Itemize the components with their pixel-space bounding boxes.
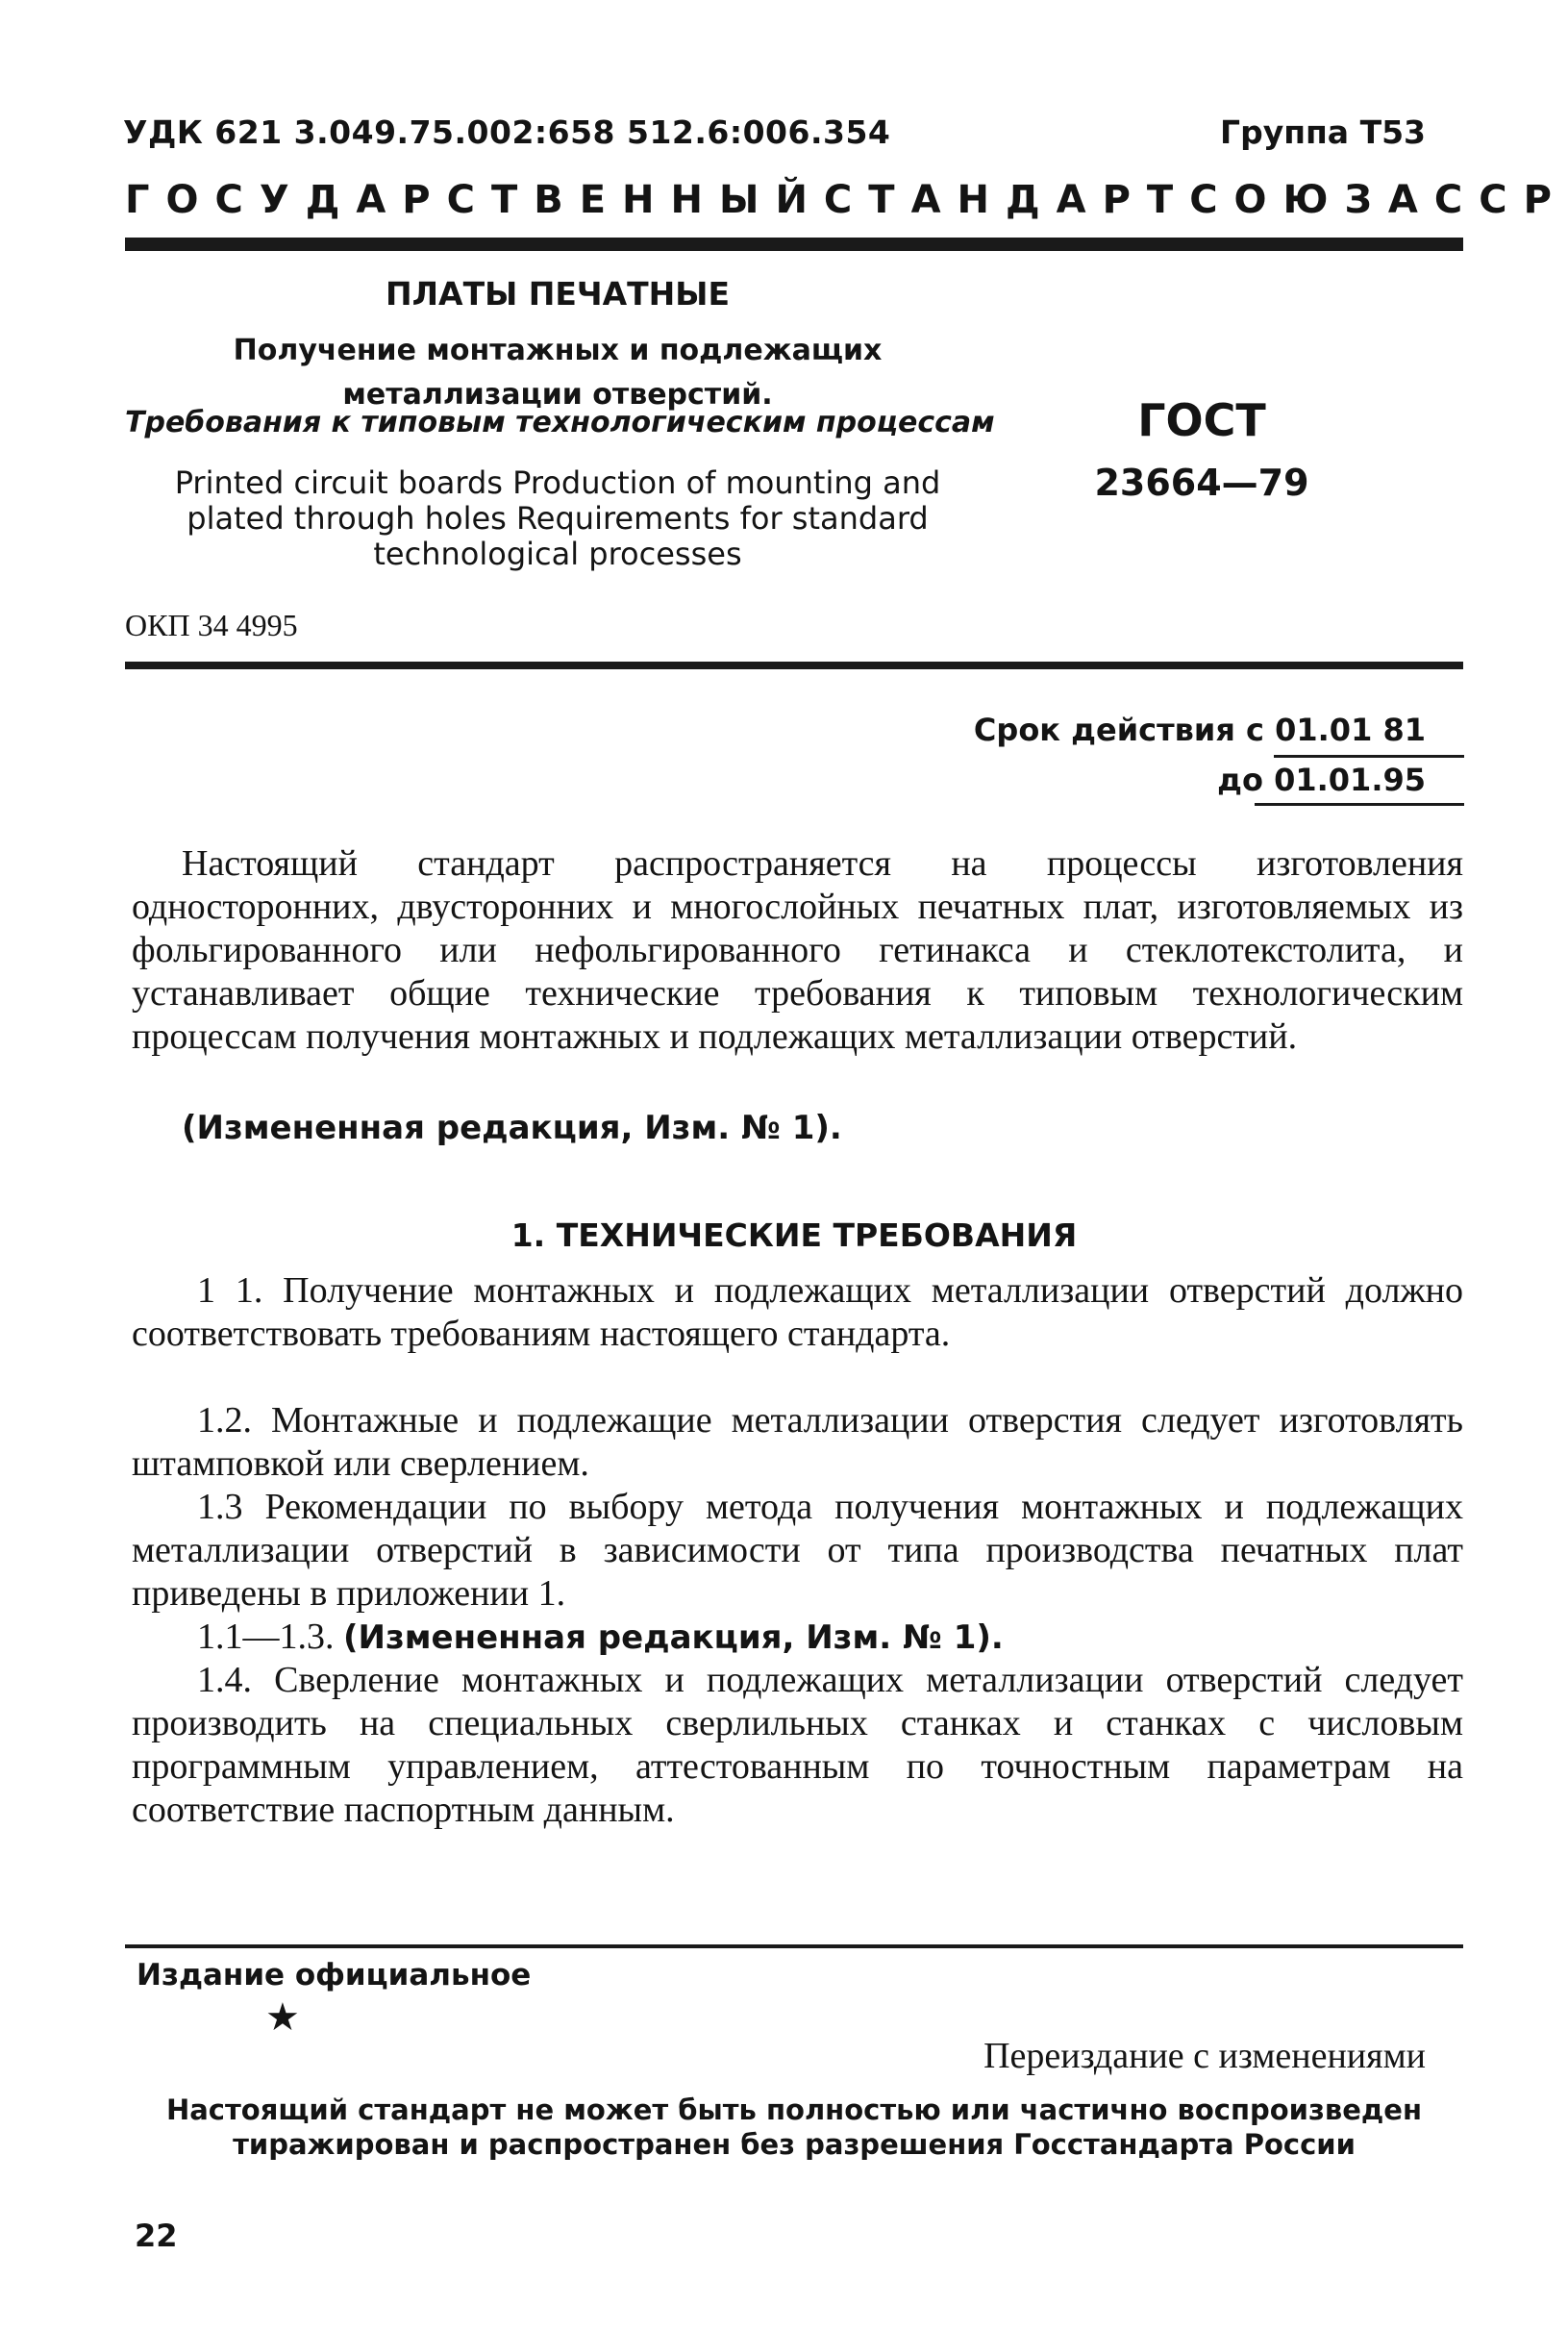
gost-label: ГОСТ xyxy=(1137,394,1266,446)
udk-code: УДК 621 3.049.75.002:658 512.6:006.354 xyxy=(123,113,891,151)
okp-code: ОКП 34 4995 xyxy=(125,608,298,642)
validity-underline-2 xyxy=(1255,803,1464,806)
copyright-notice: Настоящий стандарт не может быть полностью или частично воспроизведен тиражирован и распространен без разрешения Госстандарта России xyxy=(165,2093,1423,2161)
validity-from: Срок действия с 01.01 81 xyxy=(973,712,1426,748)
intro-paragraph: Настоящий стандарт распространяется на процессы изготовления односторонних, двусторонних и многослойных печатных плат, изготовляемых из фольгированного или нефольгированного гетинакса и стеклотекстолита, и устанавливает общие технические требования к типовым технологическим процессам получения монтажных и подлежащих металлизации отверстий. xyxy=(132,843,1463,1057)
doc-subtitle-requirements: Требования к типовым технологическим процессам xyxy=(125,406,995,439)
doc-subtitle: Получение монтажных и подлежащих металлизации отверстий. xyxy=(233,334,883,412)
doc-title: ПЛАТЫ ПЕЧАТНЫЕ xyxy=(386,275,730,313)
page-number: 22 xyxy=(135,2218,178,2254)
clause-range: 1.1—1.3. xyxy=(197,1617,335,1657)
clause-1-1-1-3 xyxy=(132,1616,1463,1660)
banner-word-2: СТАНДАРТ xyxy=(823,178,1190,222)
validity-to: до 01.01.95 xyxy=(1217,762,1426,798)
section-heading: 1. ТЕХНИЧЕСКИЕ ТРЕБОВАНИЯ xyxy=(510,1216,1078,1254)
clause-range-amendment: (Измененная редакция, Изм. № 1). xyxy=(343,1618,1004,1657)
official-edition: Издание официальное xyxy=(137,1958,532,1993)
clause-1-1: 1 1. Получение монтажных и подлежащих металлизации отверстий должно соответствовать требованиям настоящего стандарта. xyxy=(132,1270,1463,1354)
header-divider xyxy=(125,238,1463,251)
clause-1-3: 1.3 Рекомендации по выбору метода получения монтажных и подлежащих металлизации отверстий в зависимости от типа производства печатных плат приведены в приложении 1. xyxy=(132,1487,1463,1614)
clause-1-4: 1.4. Сверление монтажных и подлежащих металлизации отверстий следует производить на специальных сверлильных станках и станках с числовым программным управлением, аттестованным по точностным параметрам на соответствие паспортным данным. xyxy=(132,1660,1463,1830)
group-code: Группа Т53 xyxy=(1220,113,1426,151)
footer-divider xyxy=(125,1944,1463,1948)
gost-number: 23664—79 xyxy=(1094,462,1309,504)
clause-1-2: 1.2. Монтажные и подлежащие металлизации отверстия следует изготовлять штамповкой или сверлением. xyxy=(132,1400,1463,1484)
banner-word-1: ГОСУДАРСТВЕННЫЙ xyxy=(125,178,824,222)
title-divider xyxy=(125,662,1463,669)
intro-amendment-text: (Измененная редакция, Изм. № 1). xyxy=(182,1109,842,1147)
banner-word-4: ССР xyxy=(1433,178,1568,222)
validity-underline-1 xyxy=(1274,755,1464,758)
star-icon: ★ xyxy=(265,1995,300,2039)
banner-word-3: СОЮЗА xyxy=(1189,178,1434,222)
intro-amendment xyxy=(132,1106,1463,1150)
state-standard-banner xyxy=(125,178,1568,222)
english-title: Printed circuit boards Production of mounting and plated through holes Requirements for standard technological processes xyxy=(174,464,941,572)
reissue-note: Переиздание с изменениями xyxy=(983,2036,1426,2076)
